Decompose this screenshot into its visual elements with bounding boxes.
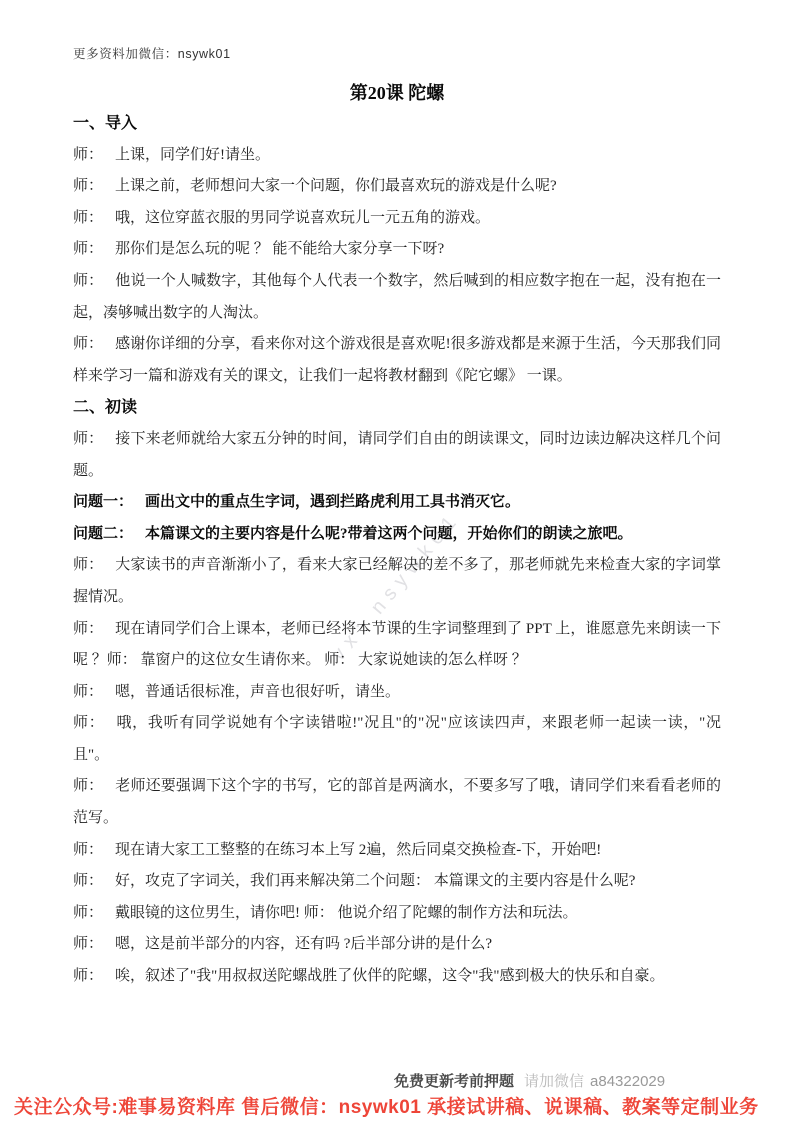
speaker-label: 师： bbox=[73, 841, 104, 858]
lesson-body bbox=[73, 108, 721, 993]
speaker-label: 师： bbox=[73, 968, 104, 985]
dialogue-text: 哦，这位穿蓝衣服的男同学说喜欢玩儿一元五角的游戏。 bbox=[115, 209, 491, 226]
dialogue-text: 感谢你详细的分享，看来你对这个游戏很是喜欢呢!很多游戏都是来源于生活，今天那我们同样来学习一篇和游戏有关的课文，让我们一起将教材翻到《陀它螺》 一课。 bbox=[73, 336, 721, 384]
speaker-label: 师： bbox=[73, 904, 104, 921]
speaker-label: 问题二： bbox=[73, 525, 134, 542]
speaker-label: 师： bbox=[73, 272, 104, 289]
speaker-label: 师： bbox=[73, 241, 104, 258]
dialogue-text: 现在请同学们合上课本，老师已经将本节课的生字词整理到了 PPT 上，谁愿意先来朗读一下呢 ？师： 靠窗户的这位女生请你来。 师： 大家说她读的怎么样呀 ？ bbox=[73, 620, 721, 669]
page-title: 第20课 陀螺 bbox=[349, 83, 445, 103]
dialogue-paragraph bbox=[73, 866, 721, 898]
dialogue-paragraph bbox=[73, 929, 721, 961]
dialogue-paragraph bbox=[73, 614, 721, 677]
dialogue-paragraph bbox=[73, 961, 721, 993]
promo-bold-text: 免费更新考前押题 bbox=[394, 1073, 515, 1090]
dialogue-paragraph bbox=[73, 771, 721, 834]
dialogue-paragraph bbox=[73, 835, 721, 867]
dialogue-paragraph bbox=[73, 424, 721, 487]
promo-wechat-code: a84322029 bbox=[590, 1073, 666, 1090]
dialogue-paragraph bbox=[73, 140, 721, 172]
watermark: vx：nsywk01 bbox=[327, 507, 466, 666]
section-heading: 二、初读 bbox=[73, 399, 138, 417]
dialogue-text: 戴眼镜的这位男生，请你吧! 师： 他说介绍了陀螺的制作方法和玩法。 bbox=[115, 904, 578, 921]
dialogue-text: 他说一个人喊数字，其他每个人代表一个数字，然后喊到的相应数字抱在一起，没有抱在一起，凑够喊出数字的人淘汰。 bbox=[73, 272, 721, 321]
speaker-label: 师： bbox=[73, 209, 104, 226]
section-heading: 一、导入 bbox=[73, 115, 138, 132]
speaker-label: 师： bbox=[73, 778, 104, 795]
dialogue-paragraph bbox=[73, 171, 721, 203]
speaker-label: 师： bbox=[73, 146, 104, 163]
document-content bbox=[73, 46, 721, 993]
dialogue-text: 画出文中的重点生字词，遇到拦路虎利用工具书消灭它。 bbox=[145, 494, 521, 511]
footer-red-banner: 关注公众号:难事易资料库 售后微信：nsywk01 承接试讲稿、说课稿、教案等定制业务 bbox=[14, 1097, 759, 1118]
dialogue-paragraph bbox=[73, 329, 721, 392]
dialogue-paragraph bbox=[73, 708, 721, 771]
speaker-label: 师： bbox=[73, 178, 104, 195]
dialogue-paragraph bbox=[73, 898, 721, 930]
dialogue-text: 那你们是怎么玩的呢 ？ 能不能给大家分享一下呀? bbox=[115, 241, 445, 258]
dialogue-paragraph bbox=[73, 677, 721, 709]
dialogue-paragraph bbox=[73, 234, 721, 266]
footer-promo bbox=[394, 1072, 665, 1092]
speaker-label: 师： bbox=[73, 683, 104, 700]
dialogue-paragraph bbox=[73, 203, 721, 235]
speaker-label: 师： bbox=[73, 715, 105, 732]
speaker-label: 师： bbox=[73, 873, 104, 890]
dialogue-text: 嗯，这是前半部分的内容，还有吗 ?后半部分讲的是什么? bbox=[115, 936, 493, 953]
dialogue-text: 唉，叙述了"我"用叔叔送陀螺战胜了伙伴的陀螺，这令"我"感到极大的快乐和自豪。 bbox=[115, 968, 665, 985]
dialogue-text: 上课之前，老师想问大家一个问题，你们最喜欢玩的游戏是什么呢? bbox=[115, 178, 557, 195]
speaker-label: 师： bbox=[73, 557, 104, 574]
dialogue-text: 哦，我听有同学说她有个字读错啦!"况且"的"况"应该读四声，来跟老师一起读一读，"况且"。 bbox=[73, 715, 721, 763]
speaker-label: 师： bbox=[73, 620, 104, 637]
dialogue-text: 大家读书的声音渐渐小了，看来大家已经解决的差不多了，那老师就先来检查大家的字词掌握情况。 bbox=[73, 557, 721, 605]
speaker-label: 师： bbox=[73, 936, 104, 953]
speaker-label: 问题一： bbox=[73, 494, 134, 511]
speaker-label: 师： bbox=[73, 336, 104, 353]
promo-light-text: 请加微信 bbox=[524, 1073, 585, 1090]
dialogue-text: 接下来老师就给大家五分钟的时间，请同学们自由的朗读课文，同时边读边解决这样几个问题。 bbox=[73, 430, 721, 479]
dialogue-text: 本篇课文的主要内容是什么呢?带着这两个问题，开始你们的朗读之旅吧。 bbox=[145, 525, 633, 542]
dialogue-paragraph bbox=[73, 519, 721, 551]
speaker-label: 师： bbox=[73, 430, 104, 447]
dialogue-paragraph bbox=[73, 487, 721, 519]
top-note: 更多资料加微信：nsywk01 bbox=[73, 47, 231, 61]
dialogue-paragraph bbox=[73, 550, 721, 613]
dialogue-text: 好，攻克了字词关，我们再来解决第二个问题： 本篇课文的主要内容是什么呢? bbox=[115, 873, 636, 890]
dialogue-text: 嗯，普通话很标准，声音也很好听，请坐。 bbox=[115, 683, 401, 700]
dialogue-text: 上课，同学们好!请坐。 bbox=[115, 146, 271, 163]
dialogue-text: 现在请大家工工整整的在练习本上写 2遍，然后同桌交换检查-下，开始吧! bbox=[115, 841, 602, 858]
dialogue-text: 老师还要强调下这个字的书写，它的部首是两滴水，不要多写了哦，请同学们来看看老师的范写。 bbox=[73, 778, 721, 827]
dialogue-paragraph bbox=[73, 266, 721, 329]
